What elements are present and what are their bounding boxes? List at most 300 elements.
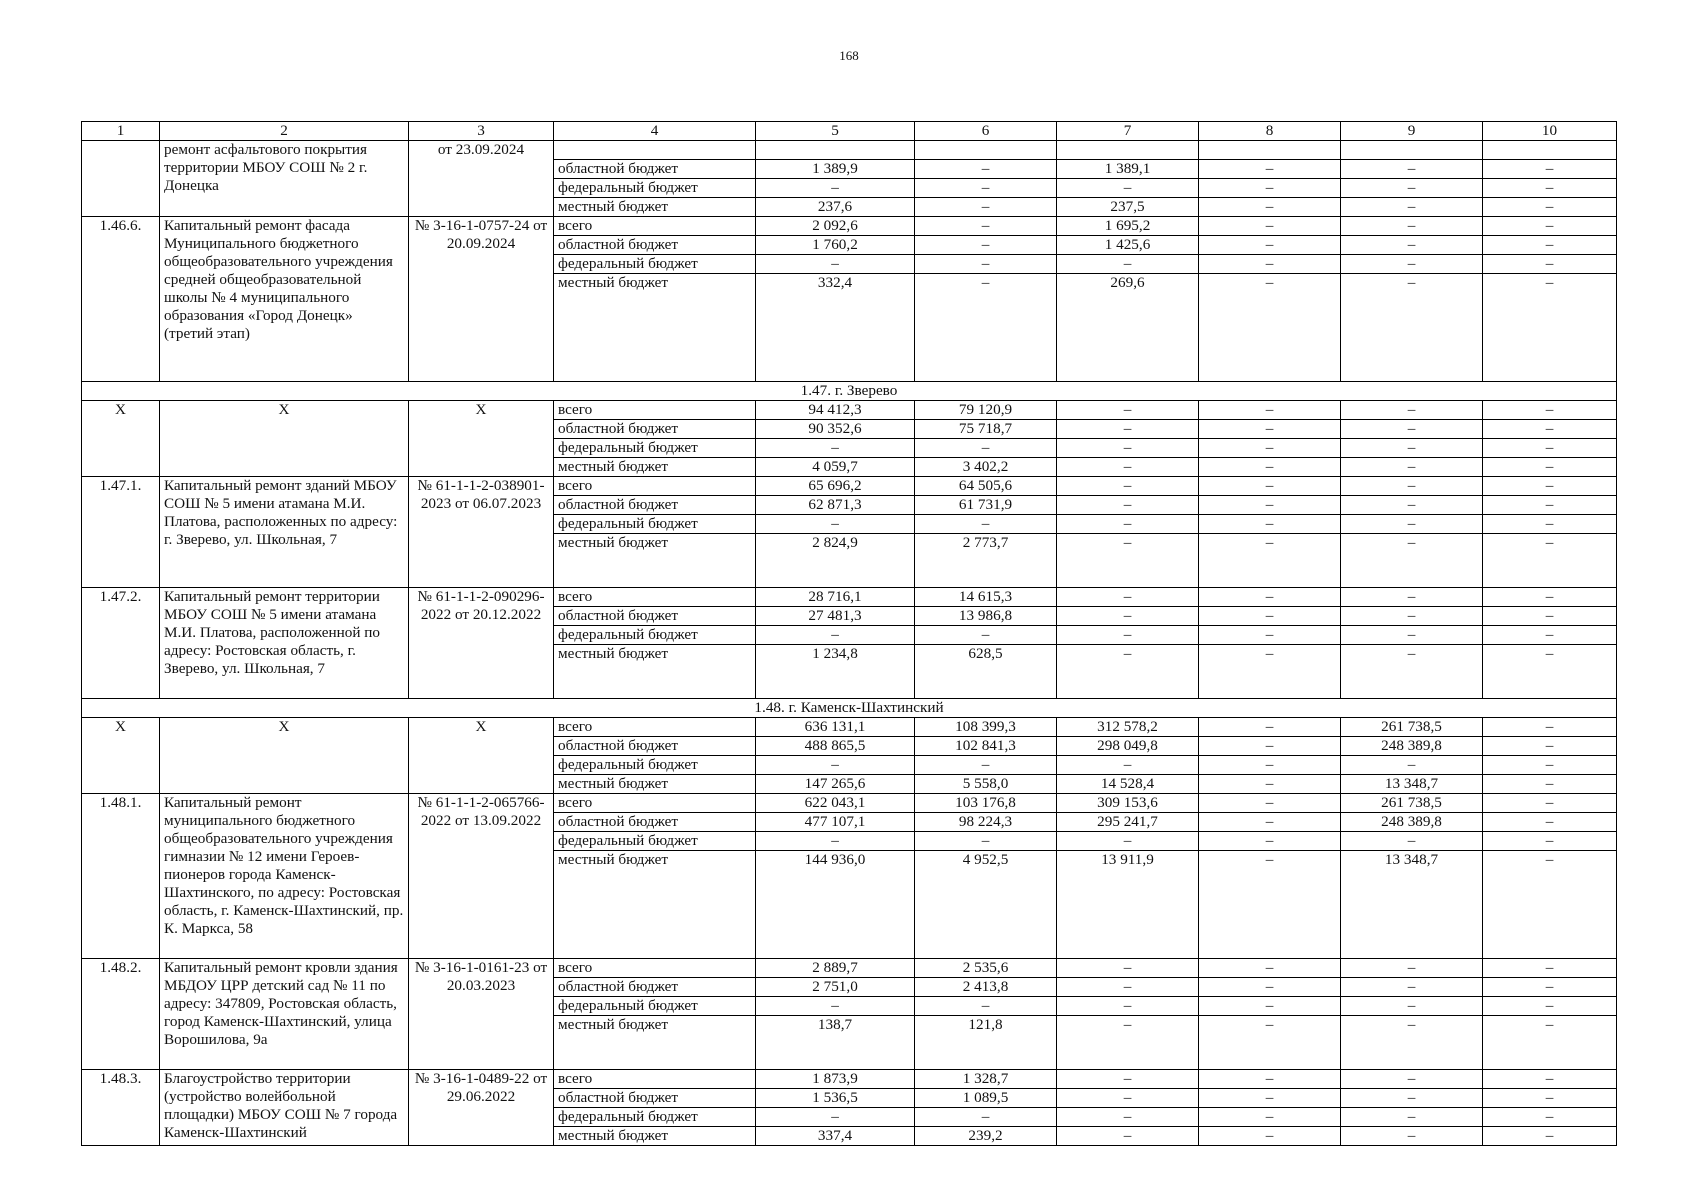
amount-cell: 79 120,9 [915,401,1057,420]
amount-cell: 64 505,6 [915,477,1057,496]
amount-cell: – [1341,179,1483,198]
amount-cell: – [1341,496,1483,515]
blank-cell [756,141,915,160]
amount-cell: 27 481,3 [756,607,915,626]
funding-source: областной бюджет [554,236,756,255]
amount-cell: – [1341,832,1483,851]
amount-cell: 488 865,5 [756,737,915,756]
item-document: № 61-1-1-2-090296-2022 от 20.12.2022 [409,588,554,699]
amount-cell: – [915,198,1057,217]
amount-cell: – [1199,515,1341,534]
amount-cell: 477 107,1 [756,813,915,832]
item-name: Капитальный ремонт территории МБОУ СОШ № 5 имени атамана М.И. Платова, расположенной по адресу: Ростовская область, г. Зверево, ул. Школьная, 7 [160,588,409,699]
amount-cell: – [1057,626,1199,645]
amount-cell: – [1483,978,1617,997]
amount-cell: – [756,1108,915,1127]
amount-cell: 108 399,3 [915,718,1057,737]
amount-cell: 1 873,9 [756,1070,915,1089]
amount-cell: – [1341,1108,1483,1127]
amount-cell: – [1199,794,1341,813]
funding-source: федеральный бюджет [554,255,756,274]
amount-cell: – [1341,401,1483,420]
amount-cell: – [1199,645,1341,699]
funding-source: федеральный бюджет [554,832,756,851]
amount-cell: – [1057,1070,1199,1089]
amount-cell: 2 824,9 [756,534,915,588]
amount-cell: – [1199,813,1341,832]
amount-cell: – [915,160,1057,179]
amount-cell: 261 738,5 [1341,718,1483,737]
item-number [82,141,160,217]
amount-cell: – [756,515,915,534]
amount-cell: 1 328,7 [915,1070,1057,1089]
amount-cell: – [1199,997,1341,1016]
amount-cell: 237,6 [756,198,915,217]
section-title: 1.48. г. Каменск-Шахтинский [82,699,1617,718]
amount-cell: – [1341,534,1483,588]
amount-cell: 65 696,2 [756,477,915,496]
amount-cell: 103 176,8 [915,794,1057,813]
table-row [82,718,1617,737]
funding-source: местный бюджет [554,1016,756,1070]
funding-source: федеральный бюджет [554,997,756,1016]
amount-cell: 628,5 [915,645,1057,699]
header-cell: 4 [554,122,756,141]
amount-cell: 248 389,8 [1341,737,1483,756]
header-cell: 1 [82,122,160,141]
amount-cell: – [1341,588,1483,607]
funding-source: областной бюджет [554,496,756,515]
amount-cell: – [915,179,1057,198]
header-cell: 9 [1341,122,1483,141]
amount-cell: – [1199,1070,1341,1089]
item-number: 1.48.3. [82,1070,160,1146]
amount-cell: 1 089,5 [915,1089,1057,1108]
amount-cell: 3 402,2 [915,458,1057,477]
amount-cell: 147 265,6 [756,775,915,794]
amount-cell: – [1483,274,1617,382]
amount-cell: – [1341,217,1483,236]
amount-cell: – [1341,160,1483,179]
budget-table [81,121,1617,1146]
funding-source: областной бюджет [554,978,756,997]
amount-cell: – [1483,626,1617,645]
amount-cell: – [1057,515,1199,534]
amount-cell: – [1341,756,1483,775]
amount-cell: – [756,255,915,274]
funding-source: местный бюджет [554,534,756,588]
section-row [82,382,1617,401]
amount-cell: – [1341,515,1483,534]
amount-cell: 102 841,3 [915,737,1057,756]
item-document: № 3-16-1-0489-22 от 29.06.2022 [409,1070,554,1146]
table-row [82,588,1617,607]
amount-cell: – [1199,534,1341,588]
amount-cell: – [1057,439,1199,458]
funding-source: федеральный бюджет [554,1108,756,1127]
amount-cell: – [1483,756,1617,775]
item-name: Капитальный ремонт зданий МБОУ СОШ № 5 имени атамана М.И. Платова, расположенных по адресу: г. Зверево, ул. Школьная, 7 [160,477,409,588]
amount-cell: 1 425,6 [1057,236,1199,255]
amount-cell: – [1483,198,1617,217]
amount-cell: 2 092,6 [756,217,915,236]
amount-cell: – [1199,236,1341,255]
amount-cell: – [915,997,1057,1016]
amount-cell: – [1483,179,1617,198]
amount-cell: 1 389,1 [1057,160,1199,179]
amount-cell: 62 871,3 [756,496,915,515]
amount-cell: – [1341,626,1483,645]
amount-cell: – [1199,607,1341,626]
amount-cell: – [1483,607,1617,626]
amount-cell: – [1057,458,1199,477]
amount-cell: – [1199,588,1341,607]
amount-cell: – [1057,179,1199,198]
amount-cell: – [1483,997,1617,1016]
amount-cell: – [1199,1016,1341,1070]
amount-cell: – [1199,401,1341,420]
funding-source: местный бюджет [554,851,756,959]
amount-cell: – [1341,1089,1483,1108]
amount-cell: – [1199,255,1341,274]
funding-source: федеральный бюджет [554,626,756,645]
amount-cell: 5 558,0 [915,775,1057,794]
amount-cell: – [1483,217,1617,236]
amount-cell: – [1483,1089,1617,1108]
item-document: Х [409,718,554,794]
item-number: 1.48.2. [82,959,160,1070]
amount-cell: – [1341,607,1483,626]
funding-source: местный бюджет [554,775,756,794]
amount-cell: 269,6 [1057,274,1199,382]
amount-cell: 14 528,4 [1057,775,1199,794]
amount-cell: – [1483,794,1617,813]
table-row [82,1070,1617,1089]
amount-cell: 144 936,0 [756,851,915,959]
amount-cell: – [1483,1070,1617,1089]
amount-cell: – [1483,737,1617,756]
amount-cell: – [915,274,1057,382]
amount-cell: – [1057,756,1199,775]
item-document: № 61-1-1-2-065766-2022 от 13.09.2022 [409,794,554,959]
amount-cell: 337,4 [756,1127,915,1146]
funding-source: всего [554,718,756,737]
amount-cell: – [1341,198,1483,217]
amount-cell: – [1199,458,1341,477]
amount-cell: – [1483,588,1617,607]
item-number: 1.47.1. [82,477,160,588]
header-cell: 7 [1057,122,1199,141]
amount-cell: 237,5 [1057,198,1199,217]
funding-source: федеральный бюджет [554,515,756,534]
amount-cell: – [1341,1070,1483,1089]
header-cell: 6 [915,122,1057,141]
amount-cell: – [1341,1127,1483,1146]
amount-cell: – [1057,607,1199,626]
amount-cell: – [1483,775,1617,794]
header-cell: 2 [160,122,409,141]
header-row [82,122,1617,141]
item-number: Х [82,401,160,477]
amount-cell: – [1199,832,1341,851]
item-name: Х [160,401,409,477]
amount-cell: 13 348,7 [1341,851,1483,959]
amount-cell: 28 716,1 [756,588,915,607]
amount-cell: – [1483,1127,1617,1146]
header-cell: 5 [756,122,915,141]
amount-cell: – [1199,959,1341,978]
amount-cell: – [1483,534,1617,588]
amount-cell: – [1199,775,1341,794]
amount-cell: – [1199,477,1341,496]
amount-cell: – [1341,477,1483,496]
amount-cell: – [756,626,915,645]
amount-cell: – [915,439,1057,458]
amount-cell: – [1483,1108,1617,1127]
amount-cell: – [1199,198,1341,217]
funding-source: областной бюджет [554,813,756,832]
amount-cell: – [1057,534,1199,588]
table-body [82,122,1617,1146]
amount-cell: – [1341,997,1483,1016]
amount-cell: – [1057,832,1199,851]
header-cell: 10 [1483,122,1617,141]
amount-cell: – [1057,959,1199,978]
page-number: 168 [839,48,859,63]
item-number: 1.48.1. [82,794,160,959]
amount-cell: 312 578,2 [1057,718,1199,737]
section-title: 1.47. г. Зверево [82,382,1617,401]
amount-cell: – [1057,1016,1199,1070]
funding-source: всего [554,477,756,496]
item-document: Х [409,401,554,477]
amount-cell: – [1057,588,1199,607]
blank-cell [915,141,1057,160]
amount-cell: – [1199,179,1341,198]
amount-cell: – [1199,1108,1341,1127]
item-number: 1.47.2. [82,588,160,699]
amount-cell: 309 153,6 [1057,794,1199,813]
amount-cell: – [1057,645,1199,699]
amount-cell: – [1057,1089,1199,1108]
amount-cell: – [1483,813,1617,832]
amount-cell: 138,7 [756,1016,915,1070]
amount-cell: – [1341,255,1483,274]
amount-cell: – [1199,439,1341,458]
amount-cell: – [1341,236,1483,255]
blank-cell [1341,141,1483,160]
blank-cell [1199,141,1341,160]
amount-cell: – [1199,217,1341,236]
item-name: Капитальный ремонт муниципального бюджетного общеобразовательного учреждения гимназии № 12 имени Героев-пионеров города Каменск-Шахтинского, по адресу: Ростовская область, г. Каменск-Шахтинский, пр. К. Маркса, 58 [160,794,409,959]
funding-source: местный бюджет [554,198,756,217]
amount-cell: 636 131,1 [756,718,915,737]
amount-cell: – [1483,1016,1617,1070]
amount-cell: – [915,626,1057,645]
item-document: № 3-16-1-0161-23 от 20.03.2023 [409,959,554,1070]
amount-cell: – [1483,477,1617,496]
funding-source: всего [554,959,756,978]
funding-source: областной бюджет [554,737,756,756]
amount-cell: – [1341,978,1483,997]
amount-cell: – [756,179,915,198]
amount-cell: – [1341,959,1483,978]
amount-cell: 2 413,8 [915,978,1057,997]
amount-cell: 2 889,7 [756,959,915,978]
amount-cell: – [1199,626,1341,645]
amount-cell: – [756,439,915,458]
amount-cell: 13 348,7 [1341,775,1483,794]
funding-source: местный бюджет [554,645,756,699]
amount-cell: – [1057,477,1199,496]
amount-cell: – [1057,420,1199,439]
amount-cell: – [915,756,1057,775]
amount-cell: – [1483,645,1617,699]
item-document: № 61-1-1-2-038901-2023 от 06.07.2023 [409,477,554,588]
amount-cell: – [1199,160,1341,179]
amount-cell: 14 615,3 [915,588,1057,607]
amount-cell: 239,2 [915,1127,1057,1146]
blank-cell [554,141,756,160]
funding-source: областной бюджет [554,420,756,439]
amount-cell: 1 695,2 [1057,217,1199,236]
amount-cell: 90 352,6 [756,420,915,439]
amount-cell: – [915,217,1057,236]
amount-cell: – [1199,1127,1341,1146]
amount-cell: – [1057,978,1199,997]
item-number: 1.46.6. [82,217,160,382]
amount-cell: – [756,756,915,775]
table-row [82,794,1617,813]
blank-cell [1057,141,1199,160]
amount-cell: 1 389,9 [756,160,915,179]
funding-source: всего [554,794,756,813]
amount-cell: – [1199,718,1341,737]
item-name: Х [160,718,409,794]
amount-cell: – [1483,160,1617,179]
amount-cell: – [1341,274,1483,382]
amount-cell: 2 535,6 [915,959,1057,978]
amount-cell: – [1199,1089,1341,1108]
funding-source: областной бюджет [554,160,756,179]
amount-cell: – [1483,515,1617,534]
item-name: ремонт асфальтового покрытия территории МБОУ СОШ № 2 г. Донецка [160,141,409,217]
amount-cell: – [1483,420,1617,439]
amount-cell: – [756,997,915,1016]
amount-cell: – [1199,420,1341,439]
amount-cell: – [1483,401,1617,420]
table-row [82,141,1617,160]
funding-source: местный бюджет [554,1127,756,1146]
amount-cell: – [915,515,1057,534]
amount-cell: – [1057,255,1199,274]
amount-cell: – [1199,978,1341,997]
item-number: Х [82,718,160,794]
amount-cell: – [1483,458,1617,477]
amount-cell: – [756,832,915,851]
funding-source: федеральный бюджет [554,179,756,198]
amount-cell: – [1341,1016,1483,1070]
amount-cell: 75 718,7 [915,420,1057,439]
amount-cell: – [915,236,1057,255]
amount-cell: – [1483,255,1617,274]
amount-cell: 298 049,8 [1057,737,1199,756]
item-document: от 23.09.2024 [409,141,554,217]
amount-cell: 622 043,1 [756,794,915,813]
amount-cell: – [1057,496,1199,515]
table-row [82,959,1617,978]
amount-cell: 94 412,3 [756,401,915,420]
table-row [82,477,1617,496]
amount-cell: – [1341,420,1483,439]
amount-cell: 332,4 [756,274,915,382]
amount-cell: – [1483,959,1617,978]
amount-cell: – [915,1108,1057,1127]
amount-cell: – [1057,401,1199,420]
amount-cell: 121,8 [915,1016,1057,1070]
amount-cell: 13 911,9 [1057,851,1199,959]
amount-cell: 1 234,8 [756,645,915,699]
header-cell: 3 [409,122,554,141]
amount-cell: 295 241,7 [1057,813,1199,832]
item-name: Капитальный ремонт кровли здания МБДОУ ЦРР детский сад № 11 по адресу: 347809, Ростовская область, город Каменск-Шахтинский, улица Ворошилова, 9а [160,959,409,1070]
amount-cell: 98 224,3 [915,813,1057,832]
amount-cell: 2 773,7 [915,534,1057,588]
table-row [82,401,1617,420]
funding-source: федеральный бюджет [554,756,756,775]
item-name: Капитальный ремонт фасада Муниципального бюджетного общеобразовательного учреждения средней общеобразовательной школы № 4 муниципального образования «Город Донецк» (третий этап) [160,217,409,382]
funding-source: всего [554,217,756,236]
amount-cell: 61 731,9 [915,496,1057,515]
amount-cell: 13 986,8 [915,607,1057,626]
amount-cell: 1 760,2 [756,236,915,255]
funding-source: областной бюджет [554,607,756,626]
amount-cell: – [1199,851,1341,959]
amount-cell: – [1483,851,1617,959]
amount-cell: – [1341,645,1483,699]
amount-cell: 248 389,8 [1341,813,1483,832]
amount-cell: – [1199,274,1341,382]
funding-source: местный бюджет [554,458,756,477]
amount-cell: – [1057,997,1199,1016]
amount-cell: – [1057,1108,1199,1127]
amount-cell: 1 536,5 [756,1089,915,1108]
amount-cell: – [1483,718,1617,737]
funding-source: всего [554,588,756,607]
amount-cell: – [1199,737,1341,756]
item-document: № 3-16-1-0757-24 от 20.09.2024 [409,217,554,382]
funding-source: местный бюджет [554,274,756,382]
amount-cell: – [1483,236,1617,255]
amount-cell: 4 952,5 [915,851,1057,959]
funding-source: всего [554,1070,756,1089]
funding-source: областной бюджет [554,1089,756,1108]
amount-cell: – [915,832,1057,851]
table-row [82,217,1617,236]
amount-cell: – [1341,458,1483,477]
amount-cell: – [1483,496,1617,515]
item-name: Благоустройство территории (устройство волейбольной площадки) МБОУ СОШ № 7 города Каменск-Шахтинский [160,1070,409,1146]
blank-cell [1483,141,1617,160]
amount-cell: – [915,255,1057,274]
amount-cell: 2 751,0 [756,978,915,997]
amount-cell: – [1199,756,1341,775]
amount-cell: – [1483,832,1617,851]
amount-cell: 4 059,7 [756,458,915,477]
amount-cell: – [1057,1127,1199,1146]
header-cell: 8 [1199,122,1341,141]
funding-source: всего [554,401,756,420]
